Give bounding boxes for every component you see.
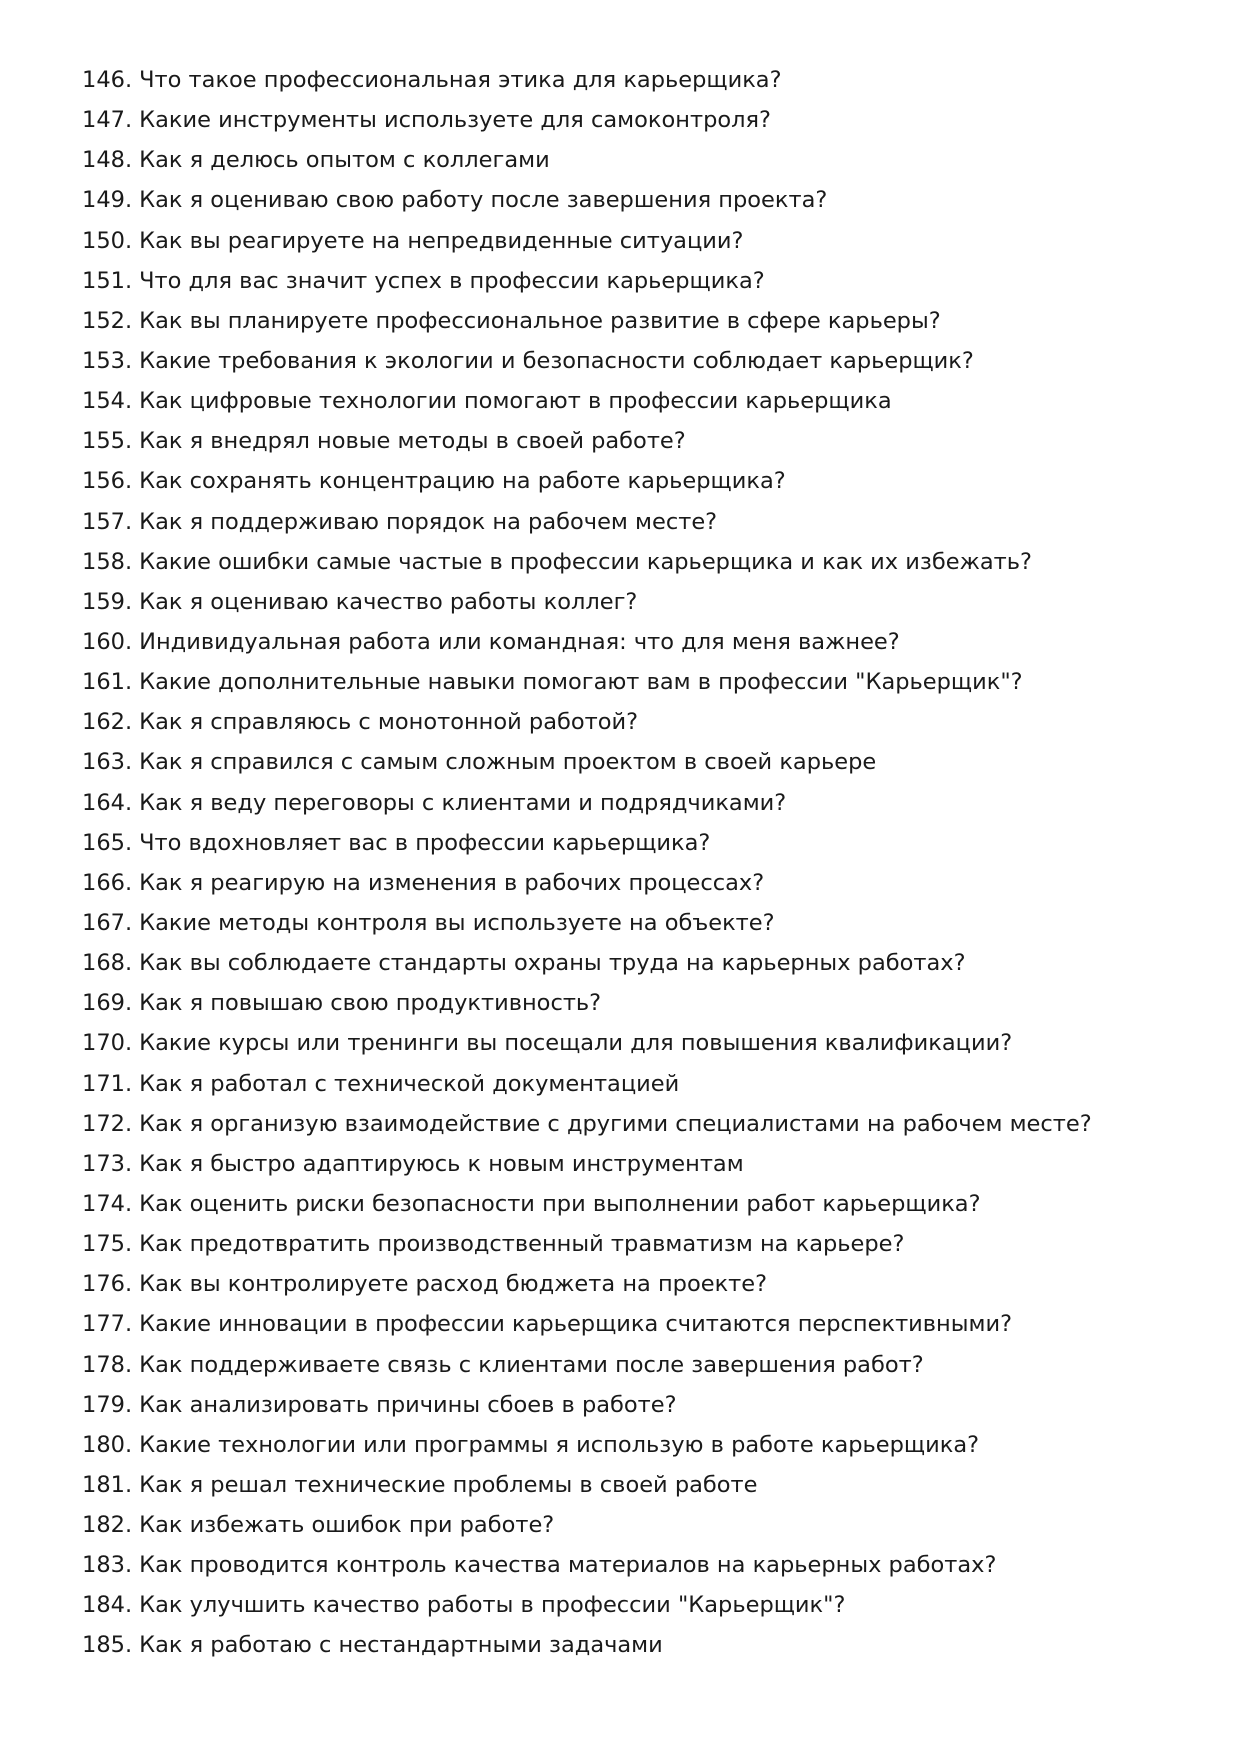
- question-item: [82, 863, 1182, 903]
- question-item: [82, 1545, 1182, 1585]
- question-text: Как я поддерживаю порядок на рабочем месте?: [139, 508, 718, 535]
- question-item: [82, 1465, 1182, 1505]
- question-number: 175.: [82, 1231, 133, 1258]
- question-item: [82, 1064, 1182, 1104]
- question-text: Какие требования к экологии и безопасности соблюдает карьерщик?: [139, 347, 974, 374]
- question-number: 170.: [82, 1030, 133, 1057]
- question-number: 166.: [82, 869, 133, 896]
- question-text: Как проводится контроль качества материалов на карьерных работах?: [139, 1552, 997, 1579]
- question-item: [82, 502, 1182, 542]
- question-text: Как вы контролируете расход бюджета на проекте?: [139, 1271, 768, 1298]
- question-item: [82, 1184, 1182, 1224]
- question-item: [82, 1385, 1182, 1425]
- question-number: 172.: [82, 1110, 133, 1137]
- question-item: [82, 1264, 1182, 1304]
- question-item: [82, 261, 1182, 301]
- question-text: Как я работаю с нестандартными задачами: [139, 1632, 663, 1659]
- question-number: 162.: [82, 709, 133, 736]
- question-text: Как я работал с технической документацией: [139, 1070, 680, 1097]
- question-number: 153.: [82, 347, 133, 374]
- question-number: 176.: [82, 1271, 133, 1298]
- question-text: Как оценить риски безопасности при выполнении работ карьерщика?: [139, 1190, 981, 1217]
- question-item: [82, 662, 1182, 702]
- question-item: [82, 702, 1182, 742]
- question-text: Как я быстро адаптируюсь к новым инструментам: [139, 1150, 744, 1177]
- question-item: [82, 1585, 1182, 1625]
- question-number: 150.: [82, 227, 133, 254]
- question-text: Какие методы контроля вы используете на объекте?: [139, 909, 775, 936]
- question-text: Какие инструменты используете для самоконтроля?: [139, 107, 771, 134]
- question-number: 164.: [82, 789, 133, 816]
- question-text: Какие курсы или тренинги вы посещали для повышения квалификации?: [139, 1030, 1013, 1057]
- question-text: Как я внедрял новые методы в своей работе?: [139, 428, 686, 455]
- question-text: Как я справился с самым сложным проектом в своей карьере: [139, 749, 877, 776]
- question-text: Как вы соблюдаете стандарты охраны труда на карьерных работах?: [139, 950, 966, 977]
- question-text: Как я организую взаимодействие с другими специалистами на рабочем месте?: [139, 1110, 1092, 1137]
- question-text: Как я решал технические проблемы в своей работе: [139, 1471, 758, 1498]
- question-number: 163.: [82, 749, 133, 776]
- question-item: [82, 461, 1182, 501]
- question-item: [82, 381, 1182, 421]
- question-text: Как предотвратить производственный травматизм на карьере?: [139, 1231, 905, 1258]
- question-item: [82, 421, 1182, 461]
- question-number: 182.: [82, 1512, 133, 1539]
- question-item: [82, 542, 1182, 582]
- question-item: [82, 622, 1182, 662]
- question-text: Как я справляюсь с монотонной работой?: [139, 709, 639, 736]
- question-item: [82, 983, 1182, 1023]
- question-text: Как я веду переговоры с клиентами и подрядчиками?: [139, 789, 787, 816]
- question-number: 156.: [82, 468, 133, 495]
- question-item: [82, 140, 1182, 180]
- question-number: 184.: [82, 1592, 133, 1619]
- question-item: [82, 1505, 1182, 1545]
- question-number: 168.: [82, 950, 133, 977]
- question-item: [82, 1425, 1182, 1465]
- question-text: Что такое профессиональная этика для карьерщика?: [139, 67, 782, 93]
- question-list: [82, 60, 1182, 1666]
- question-item: [82, 1304, 1182, 1344]
- question-item: [82, 582, 1182, 622]
- question-item: [82, 180, 1182, 220]
- question-item: [82, 341, 1182, 381]
- question-text: Как я оцениваю свою работу после завершения проекта?: [139, 187, 828, 214]
- question-number: 147.: [82, 107, 133, 134]
- question-number: 183.: [82, 1552, 133, 1579]
- question-text: Как сохранять концентрацию на работе карьерщика?: [139, 468, 786, 495]
- question-text: Какие дополнительные навыки помогают вам в профессии "Карьерщик"?: [139, 669, 1023, 696]
- question-number: 169.: [82, 990, 133, 1017]
- question-item: [82, 301, 1182, 341]
- question-number: 185.: [82, 1632, 133, 1659]
- question-number: 167.: [82, 909, 133, 936]
- question-text: Что вдохновляет вас в профессии карьерщика?: [139, 829, 711, 856]
- question-number: 148.: [82, 147, 133, 174]
- question-text: Как избежать ошибок при работе?: [139, 1512, 555, 1539]
- question-number: 171.: [82, 1070, 133, 1097]
- question-number: 177.: [82, 1311, 133, 1338]
- question-item: [82, 221, 1182, 261]
- question-item: [82, 1104, 1182, 1144]
- question-item: [82, 1625, 1182, 1665]
- question-text: Как анализировать причины сбоев в работе?: [139, 1391, 677, 1418]
- question-text: Как цифровые технологии помогают в профессии карьерщика: [139, 388, 892, 415]
- question-number: 154.: [82, 388, 133, 415]
- question-text: Индивидуальная работа или командная: что для меня важнее?: [139, 628, 900, 655]
- question-text: Как я реагирую на изменения в рабочих процессах?: [139, 869, 765, 896]
- question-text: Как вы планируете профессиональное развитие в сфере карьеры?: [139, 307, 941, 334]
- question-number: 180.: [82, 1431, 133, 1458]
- question-number: 160.: [82, 628, 133, 655]
- question-item: [82, 823, 1182, 863]
- question-item: [82, 1144, 1182, 1184]
- question-item: [82, 742, 1182, 782]
- question-number: 181.: [82, 1471, 133, 1498]
- question-number: 151.: [82, 267, 133, 294]
- question-number: 149.: [82, 187, 133, 214]
- question-item: [82, 1224, 1182, 1264]
- question-number: 157.: [82, 508, 133, 535]
- question-number: 161.: [82, 669, 133, 696]
- question-text: Как улучшить качество работы в профессии "Карьерщик"?: [139, 1592, 846, 1619]
- question-number: 159.: [82, 588, 133, 615]
- question-number: 158.: [82, 548, 133, 575]
- question-text: Как поддерживаете связь с клиентами после завершения работ?: [139, 1351, 924, 1378]
- question-number: 178.: [82, 1351, 133, 1378]
- question-item: [82, 943, 1182, 983]
- question-number: 165.: [82, 829, 133, 856]
- question-text: Какие технологии или программы я использую в работе карьерщика?: [139, 1431, 980, 1458]
- question-text: Как вы реагируете на непредвиденные ситуации?: [139, 227, 744, 254]
- question-item: [82, 903, 1182, 943]
- question-text: Как я делюсь опытом с коллегами: [139, 147, 550, 174]
- question-item: [82, 100, 1182, 140]
- question-item: [82, 1345, 1182, 1385]
- question-number: 155.: [82, 428, 133, 455]
- question-item: [82, 783, 1182, 823]
- question-text: Какие инновации в профессии карьерщика считаются перспективными?: [139, 1311, 1013, 1338]
- question-text: Как я повышаю свою продуктивность?: [139, 990, 602, 1017]
- question-number: 179.: [82, 1391, 133, 1418]
- question-number: 174.: [82, 1190, 133, 1217]
- question-number: 146.: [82, 67, 133, 93]
- question-text: Что для вас значит успех в профессии карьерщика?: [139, 267, 765, 294]
- question-text: Как я оцениваю качество работы коллег?: [139, 588, 638, 615]
- question-number: 173.: [82, 1150, 133, 1177]
- question-text: Какие ошибки самые частые в профессии карьерщика и как их избежать?: [139, 548, 1032, 575]
- question-item: [82, 60, 1182, 100]
- question-number: 152.: [82, 307, 133, 334]
- question-item: [82, 1023, 1182, 1063]
